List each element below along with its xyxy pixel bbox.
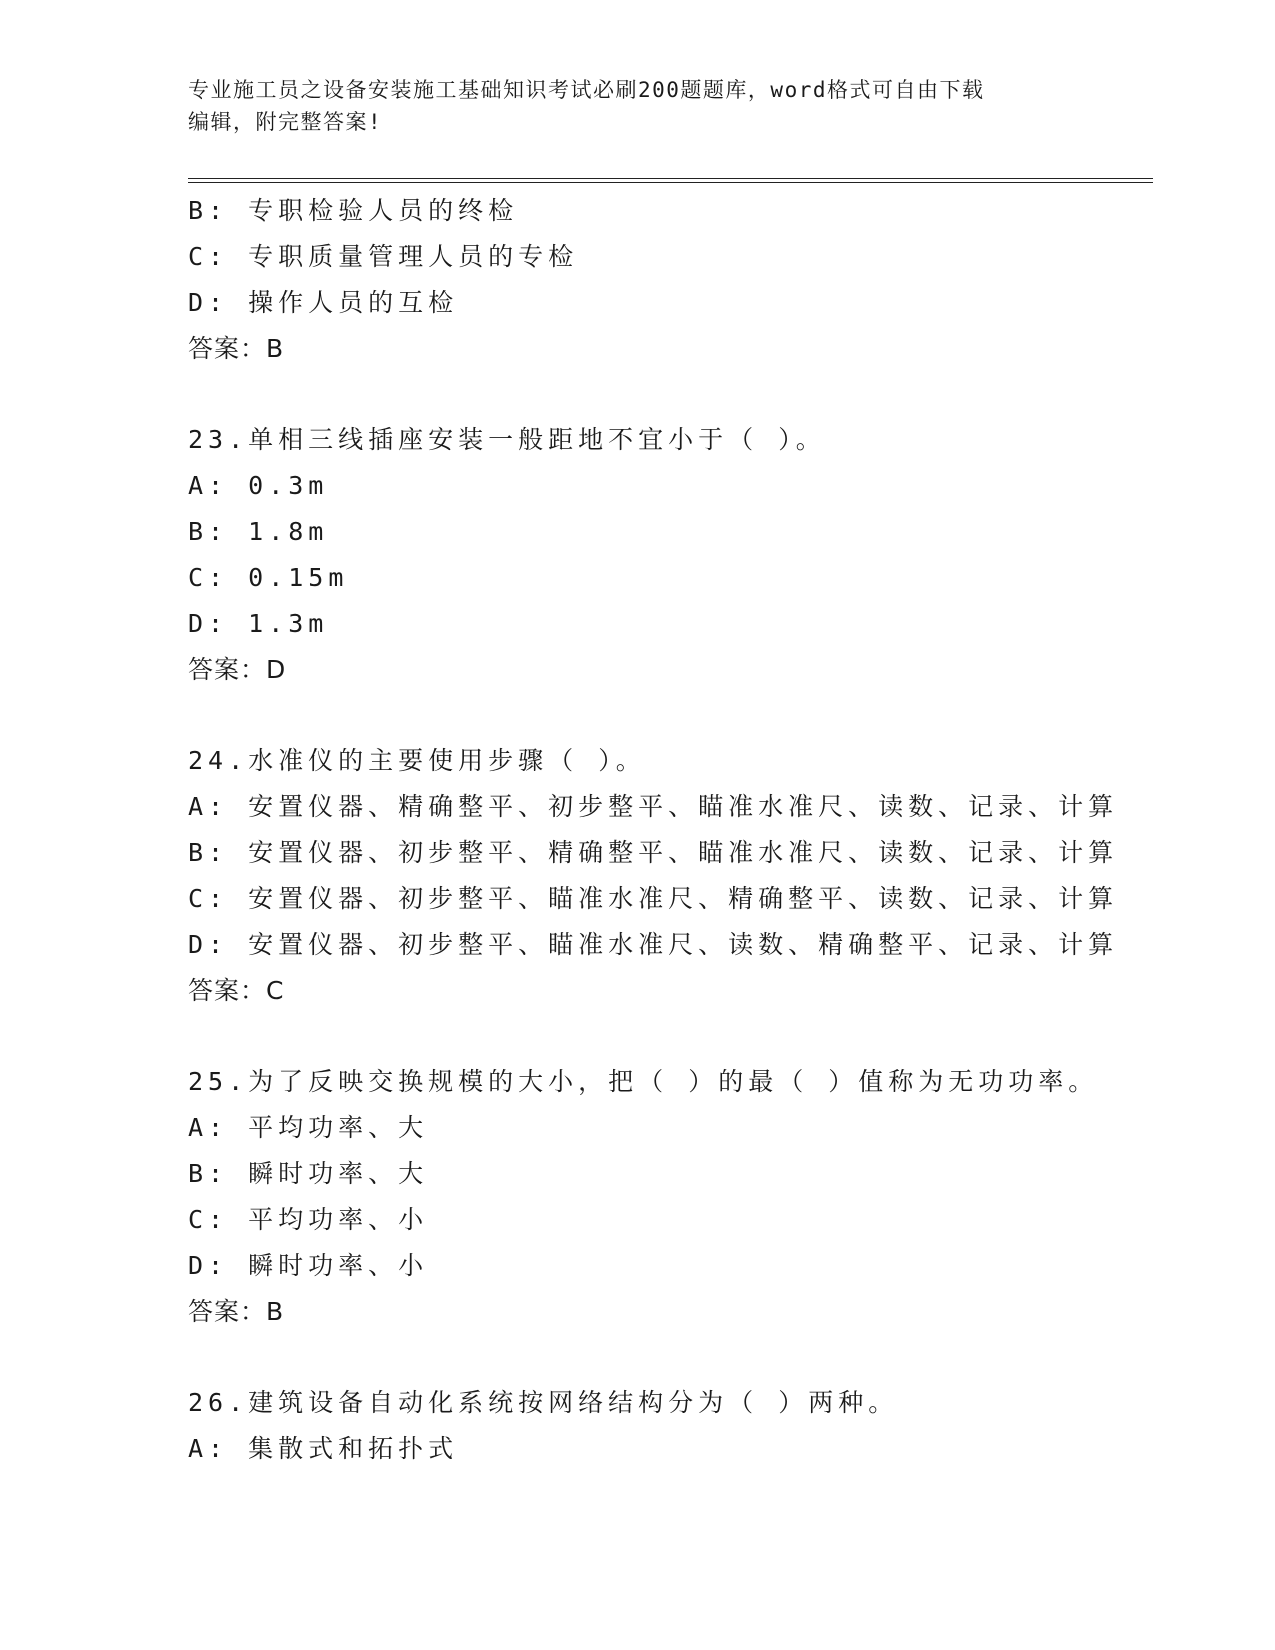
option-d: D: 安置仪器、初步整平、瞄准水准尺、读数、精确整平、记录、计算 bbox=[188, 930, 1119, 959]
header-double-rule bbox=[188, 178, 1153, 183]
option-b: B: 安置仪器、初步整平、精确整平、瞄准水准尺、读数、记录、计算 bbox=[188, 838, 1119, 867]
option-a: A: 集散式和拓扑式 bbox=[188, 1434, 459, 1463]
option-b: B: 专职检验人员的终检 bbox=[188, 196, 519, 225]
question-stem: 24.水准仪的主要使用步骤（ ）。 bbox=[188, 746, 646, 775]
option-c: C: 0.15m bbox=[188, 563, 349, 592]
question-25 bbox=[188, 1059, 1188, 1335]
option-a: A: 平均功率、大 bbox=[188, 1113, 429, 1142]
option-d: D: 操作人员的互检 bbox=[188, 288, 459, 317]
option-a: A: 安置仪器、精确整平、初步整平、瞄准水准尺、读数、记录、计算 bbox=[188, 792, 1119, 821]
answer-line: 答案：D bbox=[188, 655, 287, 684]
option-d: D: 1.3m bbox=[188, 609, 329, 638]
question-stem: 23.单相三线插座安装一般距地不宜小于（ ）。 bbox=[188, 425, 826, 454]
option-b: B: 瞬时功率、大 bbox=[188, 1159, 429, 1188]
page-header bbox=[188, 74, 1068, 138]
question-list bbox=[188, 188, 1188, 1472]
question-23 bbox=[188, 417, 1188, 693]
option-a: A: 0.3m bbox=[188, 471, 329, 500]
option-c: C: 专职质量管理人员的专检 bbox=[188, 242, 579, 271]
question-stem: 26.建筑设备自动化系统按网络结构分为（ ）两种。 bbox=[188, 1388, 899, 1417]
answer-line: 答案：B bbox=[188, 334, 285, 363]
answer-line: 答案：B bbox=[188, 1297, 285, 1326]
option-c: C: 平均功率、小 bbox=[188, 1205, 429, 1234]
question-fragment bbox=[188, 188, 1188, 372]
header-title-line1: 专业施工员之设备安装施工基础知识考试必刷200题题库，word格式可自由下载 bbox=[188, 78, 985, 102]
question-stem: 25.为了反映交换规模的大小，把（ ）的最（ ）值称为无功功率。 bbox=[188, 1067, 1099, 1096]
option-b: B: 1.8m bbox=[188, 517, 329, 546]
option-c: C: 安置仪器、初步整平、瞄准水准尺、精确整平、读数、记录、计算 bbox=[188, 884, 1119, 913]
answer-line: 答案：C bbox=[188, 976, 285, 1005]
question-24 bbox=[188, 738, 1188, 1014]
header-title-line2: 编辑，附完整答案! bbox=[188, 110, 383, 134]
option-d: D: 瞬时功率、小 bbox=[188, 1251, 429, 1280]
question-26 bbox=[188, 1380, 1188, 1472]
